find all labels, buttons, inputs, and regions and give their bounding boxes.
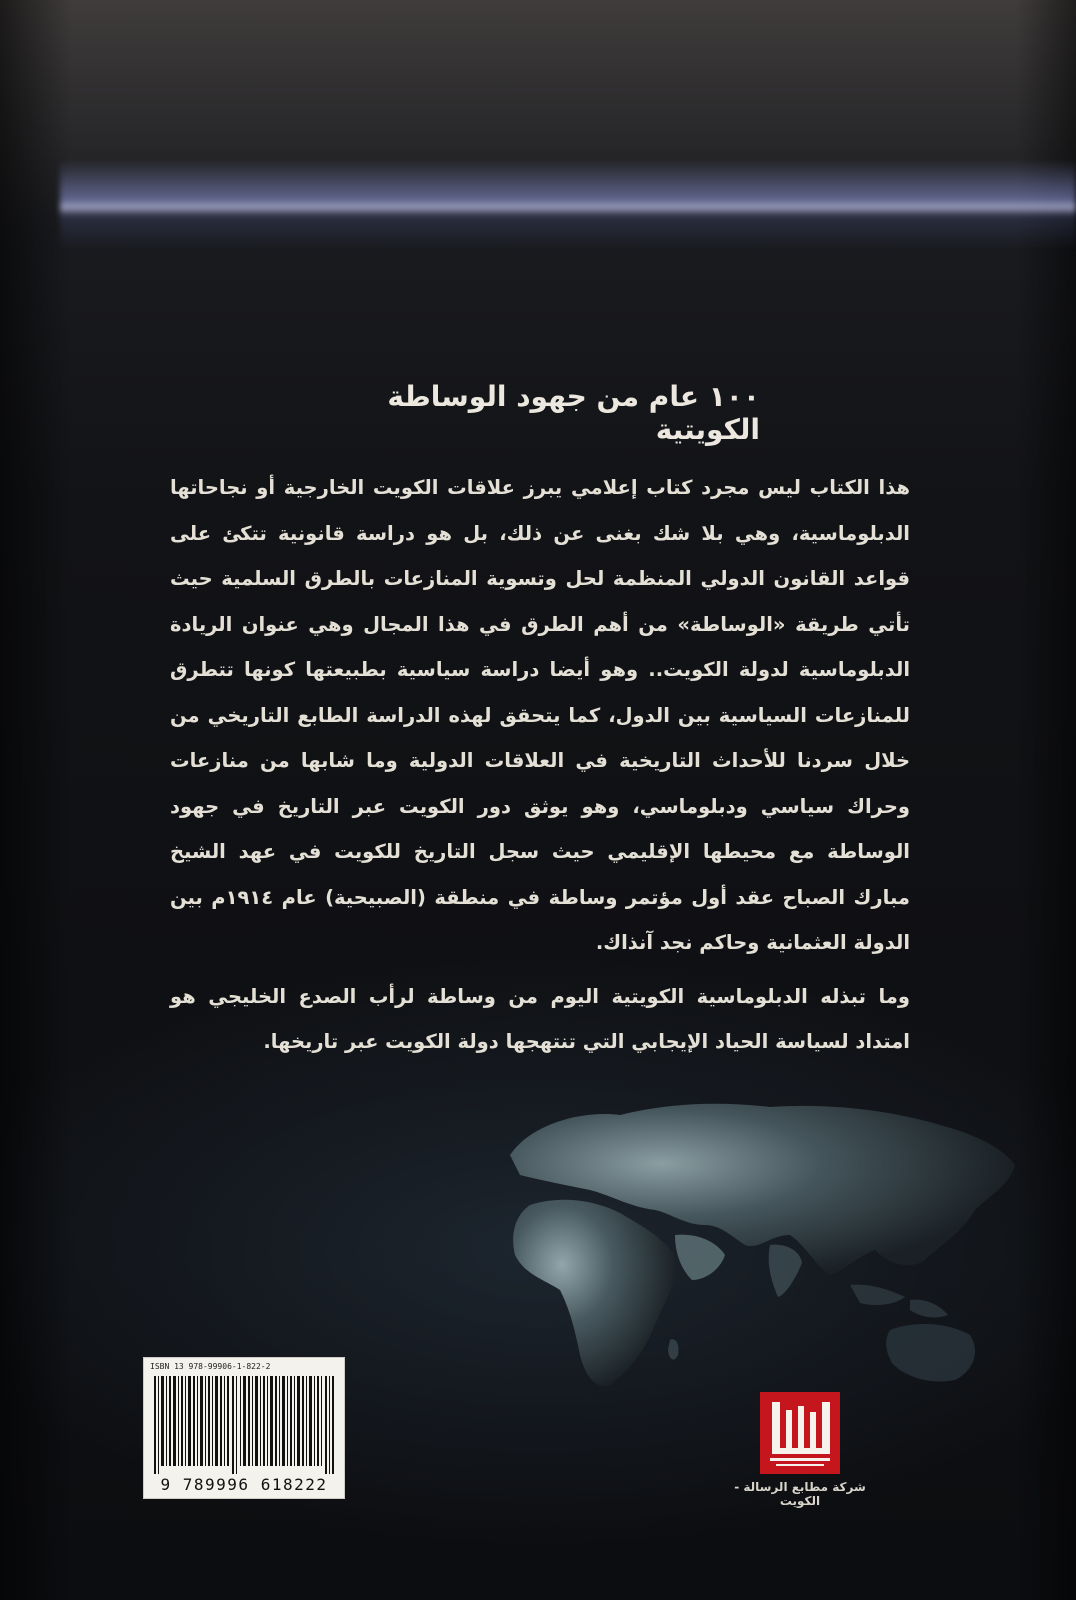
cover-heading: ١٠٠ عام من جهود الوساطة الكويتية — [387, 380, 760, 446]
blurb-text — [170, 465, 910, 1065]
map-india — [769, 1245, 802, 1297]
map-australia — [886, 1324, 975, 1382]
earth-horizon-glow — [60, 160, 1076, 250]
map-arabia — [675, 1235, 725, 1280]
publisher-logo — [760, 1392, 840, 1474]
isbn-barcode — [143, 1357, 345, 1499]
world-map-image — [470, 1085, 1030, 1405]
publisher-logo-mark — [760, 1392, 840, 1474]
blurb-paragraph-2: وما تبذله الدبلوماسية الكويتية اليوم من وساطة لرأب الصدع الخليجي هو امتداد لسياسة الحياد الإيجابي التي تنتهجها دولة الكويت عبر تاريخها. — [170, 984, 910, 1053]
isbn-number: 9 789996 618222 — [160, 1475, 328, 1494]
isbn-label: ISBN 13 978-99906-1-822-2 — [150, 1362, 271, 1371]
map-madagascar — [668, 1339, 678, 1359]
map-africa — [513, 1200, 676, 1386]
publisher-caption: شركة مطابع الرسالة - الكويت — [734, 1480, 866, 1508]
barcode-bars — [154, 1376, 334, 1474]
blurb-paragraph-1: هذا الكتاب ليس مجرد كتاب إعلامي يبرز علاقات الكويت الخارجية أو نجاحاتها الدبلوماسية، وهي بلا شك بغنى عن ذلك، بل هو دراسة قانونية تتكئ على قواعد القانون الدولي المنظمة لحل وتسوية المنازعات بالطرق السلمية حيث تأتي طريقة «الوساطة» من أهم الطرق في هذا المجال وهي عنوان الريادة الدبلوماسية لدولة الكويت.. وهو أيضا دراسة سياسية بطبيعتها كونها تتطرق للمنازعات السياسية بين الدول، كما يتحقق لهذه الدراسة الطابع التاريخي من خلال سردنا للأحداث التاريخية في العلاقات الدولية وما شابها من منازعات وحراك سياسي ودبلوماسي، وهو يوثق دور الكويت عبر التاريخ في جهود الوساطة مع محيطها الإقليمي حيث سجل التاريخ للكويت في عهد الشيخ مبارك الصباح عقد أول مؤتمر وساطة في منطقة (الصبيحية) عام ١٩١٤م بين الدولة العثمانية وحاكم نجد آنذاك. — [170, 476, 910, 954]
map-islands — [850, 1285, 948, 1318]
